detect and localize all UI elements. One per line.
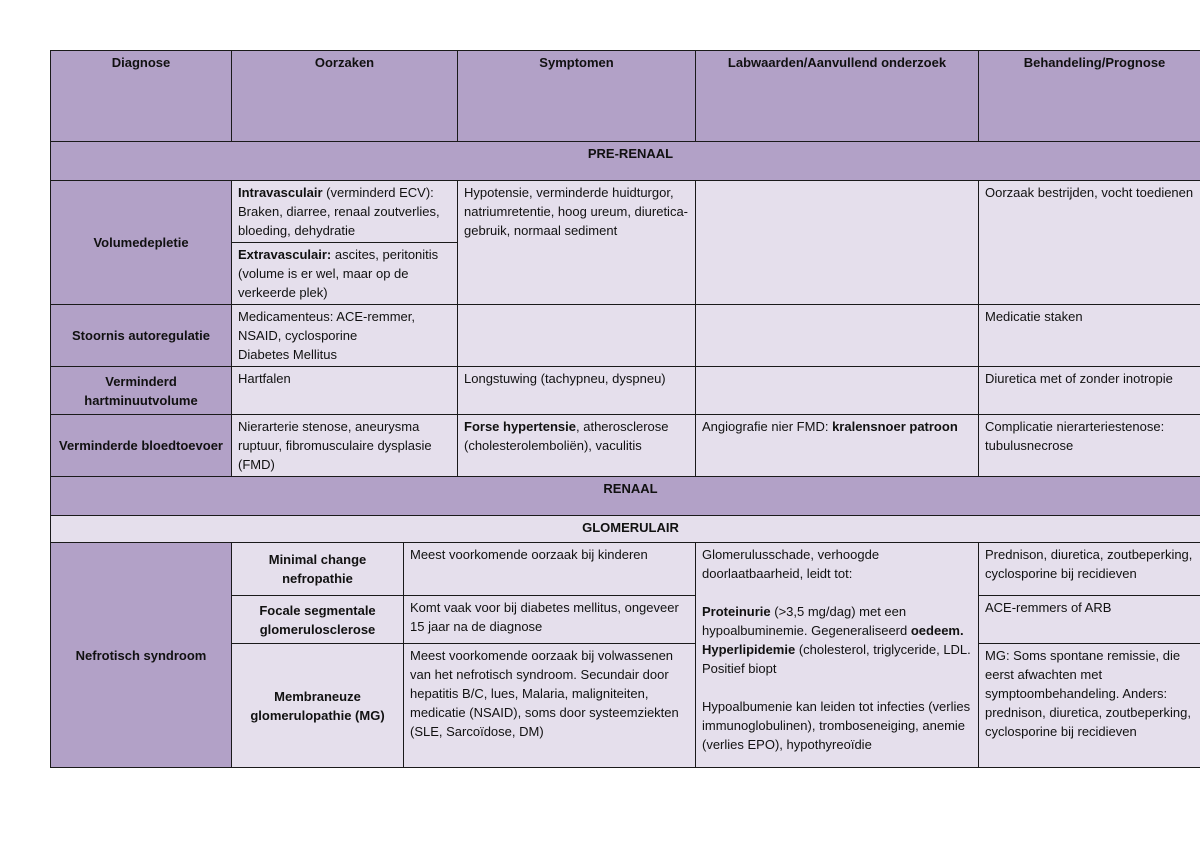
symptomen-volumedepletie: Hypotensie, verminderde huidturgor, natriumretentie, hoog ureum, diuretica-gebruik, normaal sediment	[458, 181, 696, 305]
behandeling-bloedtoevoer: Complicatie nierarteriestenose: tubulusnecrose	[979, 415, 1200, 477]
lab-bloedtoevoer: Angiografie nier FMD: kralensnoer patroon	[696, 415, 979, 477]
section-row-prerenaal	[51, 142, 1200, 181]
oorzaken-fsgs: Komt vaak voor bij diabetes mellitus, ongeveer 15 jaar na de diagnose	[404, 596, 696, 644]
subdiagnose-minimal-change: Minimal change nefropathie	[232, 543, 404, 596]
oorzaken-minimal-change: Meest voorkomende oorzaak bij kinderen	[404, 543, 696, 596]
section-title-prerenaal: PRE-RENAAL	[51, 142, 1200, 181]
diagnose-bloedtoevoer: Verminderde bloedtoevoer	[51, 415, 232, 477]
lab-nefrotisch: Glomerulusschade, verhoogde doorlaatbaarheid, leidt tot: Proteinurie (>3,5 mg/dag) met een hypoalbuminemie. Gegeneraliseerd oedeem. Hyperlipidemie (cholesterol, triglyceride, LDL. Positief biopt Hypoalbumenie kan leiden tot infecties (verlies immunoglobulinen), tromboseneiging, anemie (verlies EPO), hypothyreoïdie	[696, 543, 979, 768]
section-title-glomerulair: GLOMERULAIR	[51, 516, 1200, 543]
header-row	[51, 51, 1200, 142]
oorzaken-membraneuze: Meest voorkomende oorzaak bij volwassenen van het nefrotisch syndroom. Secundair door hepatitis B/C, lues, Malaria, maligniteiten, medicatie (NSAID), soms door systeemziekten (SLE, Sarcoïdose, DM)	[404, 644, 696, 768]
behandeling-autoregulatie: Medicatie staken	[979, 305, 1200, 367]
lab-hartminuutvolume	[696, 367, 979, 415]
diagnose-volumedepletie: Volumedepletie	[51, 181, 232, 305]
oorzaken-intravasculair: Intravasculair (verminderd ECV): Braken, diarree, renaal zoutverlies, bloeding, dehydratie	[232, 181, 458, 243]
diagnose-nefrotisch: Nefrotisch syndroom	[51, 543, 232, 768]
diagnose-autoregulatie: Stoornis autoregulatie	[51, 305, 232, 367]
subdiagnose-membraneuze: Membraneuze glomerulopathie (MG)	[232, 644, 404, 768]
behandeling-membraneuze: MG: Soms spontane remissie, die eerst afwachten met symptoombehandeling. Anders: prednison, diuretica, zoutbeperking, cyclosporine bij recidieven	[979, 644, 1200, 768]
behandeling-hartminuutvolume: Diuretica met of zonder inotropie	[979, 367, 1200, 415]
subdiagnose-fsgs: Focale segmentale glomerulosclerose	[232, 596, 404, 644]
oorzaken-autoregulatie: Medicamenteus: ACE-remmer, NSAID, cyclosporine Diabetes Mellitus	[232, 305, 458, 367]
header-behandeling: Behandeling/Prognose	[979, 51, 1200, 142]
header-symptomen: Symptomen	[458, 51, 696, 142]
header-oorzaken: Oorzaken	[232, 51, 458, 142]
behandeling-minimal-change: Prednison, diuretica, zoutbeperking, cyclosporine bij recidieven	[979, 543, 1200, 596]
header-diagnose: Diagnose	[51, 51, 232, 142]
row-volumedepletie-a	[51, 181, 1200, 243]
symptomen-autoregulatie	[458, 305, 696, 367]
oorzaken-extravasculair: Extravasculair: ascites, peritonitis (volume is er wel, maar op de verkeerde plek)	[232, 243, 458, 305]
row-minimal-change	[51, 543, 1200, 596]
nephrology-table	[50, 50, 1200, 768]
section-row-renaal	[51, 477, 1200, 516]
lab-volumedepletie	[696, 181, 979, 305]
behandeling-volumedepletie: Oorzaak bestrijden, vocht toedienen	[979, 181, 1200, 305]
behandeling-fsgs: ACE-remmers of ARB	[979, 596, 1200, 644]
oorzaken-hartminuutvolume: Hartfalen	[232, 367, 458, 415]
oorzaken-bloedtoevoer: Nierarterie stenose, aneurysma ruptuur, fibromusculaire dysplasie (FMD)	[232, 415, 458, 477]
row-autoregulatie	[51, 305, 1200, 367]
lab-autoregulatie	[696, 305, 979, 367]
diagnose-hartminuutvolume: Verminderd hartminuutvolume	[51, 367, 232, 415]
header-lab: Labwaarden/Aanvullend onderzoek	[696, 51, 979, 142]
section-title-renaal: RENAAL	[51, 477, 1200, 516]
section-row-glomerulair	[51, 516, 1200, 543]
row-hartminuutvolume	[51, 367, 1200, 415]
symptomen-bloedtoevoer: Forse hypertensie, atherosclerose (cholesterolemboliën), vaculitis	[458, 415, 696, 477]
symptomen-hartminuutvolume: Longstuwing (tachypneu, dyspneu)	[458, 367, 696, 415]
row-bloedtoevoer	[51, 415, 1200, 477]
